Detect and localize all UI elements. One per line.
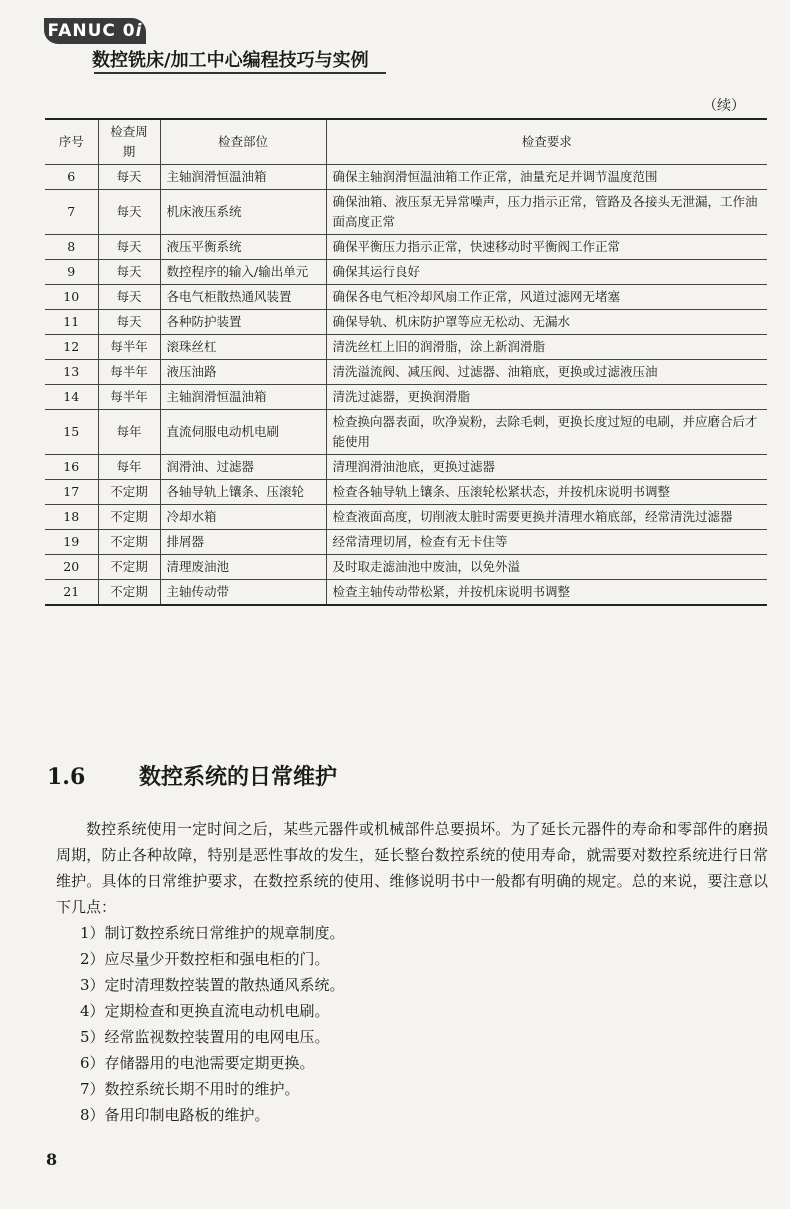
list-item: 8）备用印制电路板的维护。 xyxy=(80,1106,270,1124)
cell-part: 排屑器 xyxy=(160,530,326,555)
table-row xyxy=(45,455,767,480)
cell-part: 清理废油池 xyxy=(160,555,326,580)
cell-cycle: 不定期 xyxy=(98,555,160,580)
cell-requirement: 检查各轴导轨上镶条、压滚轮松紧状态，并按机床说明书调整 xyxy=(326,480,767,505)
cell-requirement: 确保其运行良好 xyxy=(326,260,767,285)
cell-cycle: 每天 xyxy=(98,310,160,335)
table-row xyxy=(45,165,767,190)
column-header-part: 检查部位 xyxy=(160,119,326,165)
table-row xyxy=(45,505,767,530)
cell-part: 各电气柜散热通风装置 xyxy=(160,285,326,310)
maintenance-table xyxy=(45,118,767,606)
cell-cycle: 不定期 xyxy=(98,505,160,530)
table-row xyxy=(45,530,767,555)
series-tag-italic: i xyxy=(135,21,143,41)
table-row xyxy=(45,285,767,310)
table-row xyxy=(45,360,767,385)
cell-no: 16 xyxy=(45,455,98,480)
cell-no: 19 xyxy=(45,530,98,555)
cell-no: 21 xyxy=(45,580,98,606)
table-row xyxy=(45,310,767,335)
cell-requirement: 清洗溢流阀、减压阀、过滤器、油箱底，更换或过滤液压油 xyxy=(326,360,767,385)
list-item: 4）定期检查和更换直流电动机电刷。 xyxy=(80,1002,330,1020)
cell-cycle: 每半年 xyxy=(98,360,160,385)
list-item: 1）制订数控系统日常维护的规章制度。 xyxy=(80,924,345,942)
list-item: 7）数控系统长期不用时的维护。 xyxy=(80,1080,300,1098)
cell-part: 冷却水箱 xyxy=(160,505,326,530)
cell-requirement: 检查换向器表面，吹净炭粉，去除毛刺，更换长度过短的电刷，并应磨合后才能使用 xyxy=(326,410,767,455)
cell-requirement: 确保导轨、机床防护罩等应无松动、无漏水 xyxy=(326,310,767,335)
cell-part: 液压油路 xyxy=(160,360,326,385)
cell-no: 17 xyxy=(45,480,98,505)
cell-no: 14 xyxy=(45,385,98,410)
section-paragraph: 数控系统使用一定时间之后，某些元器件或机械部件总要损坏。为了延长元器件的寿命和零部件的磨损周期，防止各种故障，特别是恶性事故的发生，延长整台数控系统的使用寿命，就需要对数控系统进行日常维护。具体的日常维护要求，在数控系统的使用、维修说明书中一般都有明确的规定。总的来说，要注意以下几点： xyxy=(56,820,768,916)
cell-part: 液压平衡系统 xyxy=(160,235,326,260)
cell-requirement: 清洗过滤器，更换润滑脂 xyxy=(326,385,767,410)
cell-cycle: 每天 xyxy=(98,285,160,310)
table-row xyxy=(45,235,767,260)
table-row xyxy=(45,335,767,360)
cell-part: 数控程序的输入/输出单元 xyxy=(160,260,326,285)
cell-part: 各种防护装置 xyxy=(160,310,326,335)
cell-cycle: 不定期 xyxy=(98,480,160,505)
cell-part: 主轴润滑恒温油箱 xyxy=(160,165,326,190)
cell-no: 11 xyxy=(45,310,98,335)
cell-cycle: 每天 xyxy=(98,260,160,285)
cell-part: 直流伺服电动机电刷 xyxy=(160,410,326,455)
list-item: 3）定时清理数控装置的散热通风系统。 xyxy=(80,976,345,994)
page-number: 8 xyxy=(46,1150,58,1169)
cell-requirement: 确保各电气柜冷却风扇工作正常，风道过滤网无堵塞 xyxy=(326,285,767,310)
list-item: 6）存储器用的电池需要定期更换。 xyxy=(80,1054,315,1072)
cell-part: 润滑油、过滤器 xyxy=(160,455,326,480)
cell-cycle: 每天 xyxy=(98,235,160,260)
table-row xyxy=(45,555,767,580)
cell-no: 15 xyxy=(45,410,98,455)
section-heading xyxy=(47,760,337,791)
table-row xyxy=(45,190,767,235)
list-item: 5）经常监视数控装置用的电网电压。 xyxy=(80,1028,330,1046)
column-header-cycle: 检查周期 xyxy=(98,119,160,165)
cell-requirement: 及时取走滤油池中废油，以免外溢 xyxy=(326,555,767,580)
cell-cycle: 每半年 xyxy=(98,385,160,410)
cell-requirement: 检查液面高度，切削液太脏时需要更换并清理水箱底部，经常清洗过滤器 xyxy=(326,505,767,530)
cell-part: 主轴传动带 xyxy=(160,580,326,606)
cell-requirement: 确保平衡压力指示正常，快速移动时平衡阀工作正常 xyxy=(326,235,767,260)
series-tag xyxy=(44,18,146,44)
cell-part: 主轴润滑恒温油箱 xyxy=(160,385,326,410)
table-row xyxy=(45,580,767,606)
continued-label: （续） xyxy=(703,98,745,114)
table-row xyxy=(45,385,767,410)
cell-no: 7 xyxy=(45,190,98,235)
series-tag-text: FANUC 0 xyxy=(47,21,136,41)
cell-cycle: 每年 xyxy=(98,410,160,455)
cell-no: 6 xyxy=(45,165,98,190)
cell-no: 9 xyxy=(45,260,98,285)
cell-cycle: 每年 xyxy=(98,455,160,480)
table-row xyxy=(45,480,767,505)
cell-cycle: 每半年 xyxy=(98,335,160,360)
title-underline xyxy=(94,72,386,74)
cell-no: 12 xyxy=(45,335,98,360)
cell-cycle: 不定期 xyxy=(98,530,160,555)
cell-part: 各轴导轨上镶条、压滚轮 xyxy=(160,480,326,505)
cell-no: 10 xyxy=(45,285,98,310)
maintenance-list xyxy=(56,920,768,1128)
table-header-row xyxy=(45,119,767,165)
cell-requirement: 经常清理切屑，检查有无卡住等 xyxy=(326,530,767,555)
cell-requirement: 确保主轴润滑恒温油箱工作正常，油量充足并调节温度范围 xyxy=(326,165,767,190)
cell-requirement: 清洗丝杠上旧的润滑脂，涂上新润滑脂 xyxy=(326,335,767,360)
cell-cycle: 每天 xyxy=(98,190,160,235)
cell-no: 20 xyxy=(45,555,98,580)
table-row xyxy=(45,410,767,455)
column-header-no: 序号 xyxy=(45,119,98,165)
table-row xyxy=(45,260,767,285)
list-item: 2）应尽量少开数控柜和强电柜的门。 xyxy=(80,950,330,968)
section-body xyxy=(56,816,768,1128)
cell-no: 8 xyxy=(45,235,98,260)
section-number: 1.6 xyxy=(47,764,86,790)
cell-requirement: 确保油箱、液压泵无异常噪声，压力指示正常，管路及各接头无泄漏，工作油面高度正常 xyxy=(326,190,767,235)
book-title: 数控铣床/加工中心编程技巧与实例 xyxy=(92,50,369,71)
column-header-requirement: 检查要求 xyxy=(326,119,767,165)
cell-cycle: 不定期 xyxy=(98,580,160,606)
cell-no: 18 xyxy=(45,505,98,530)
cell-requirement: 清理润滑油池底，更换过滤器 xyxy=(326,455,767,480)
cell-part: 滚珠丝杠 xyxy=(160,335,326,360)
section-title: 数控系统的日常维护 xyxy=(139,764,338,790)
cell-requirement: 检查主轴传动带松紧，并按机床说明书调整 xyxy=(326,580,767,606)
cell-part: 机床液压系统 xyxy=(160,190,326,235)
cell-no: 13 xyxy=(45,360,98,385)
cell-cycle: 每天 xyxy=(98,165,160,190)
